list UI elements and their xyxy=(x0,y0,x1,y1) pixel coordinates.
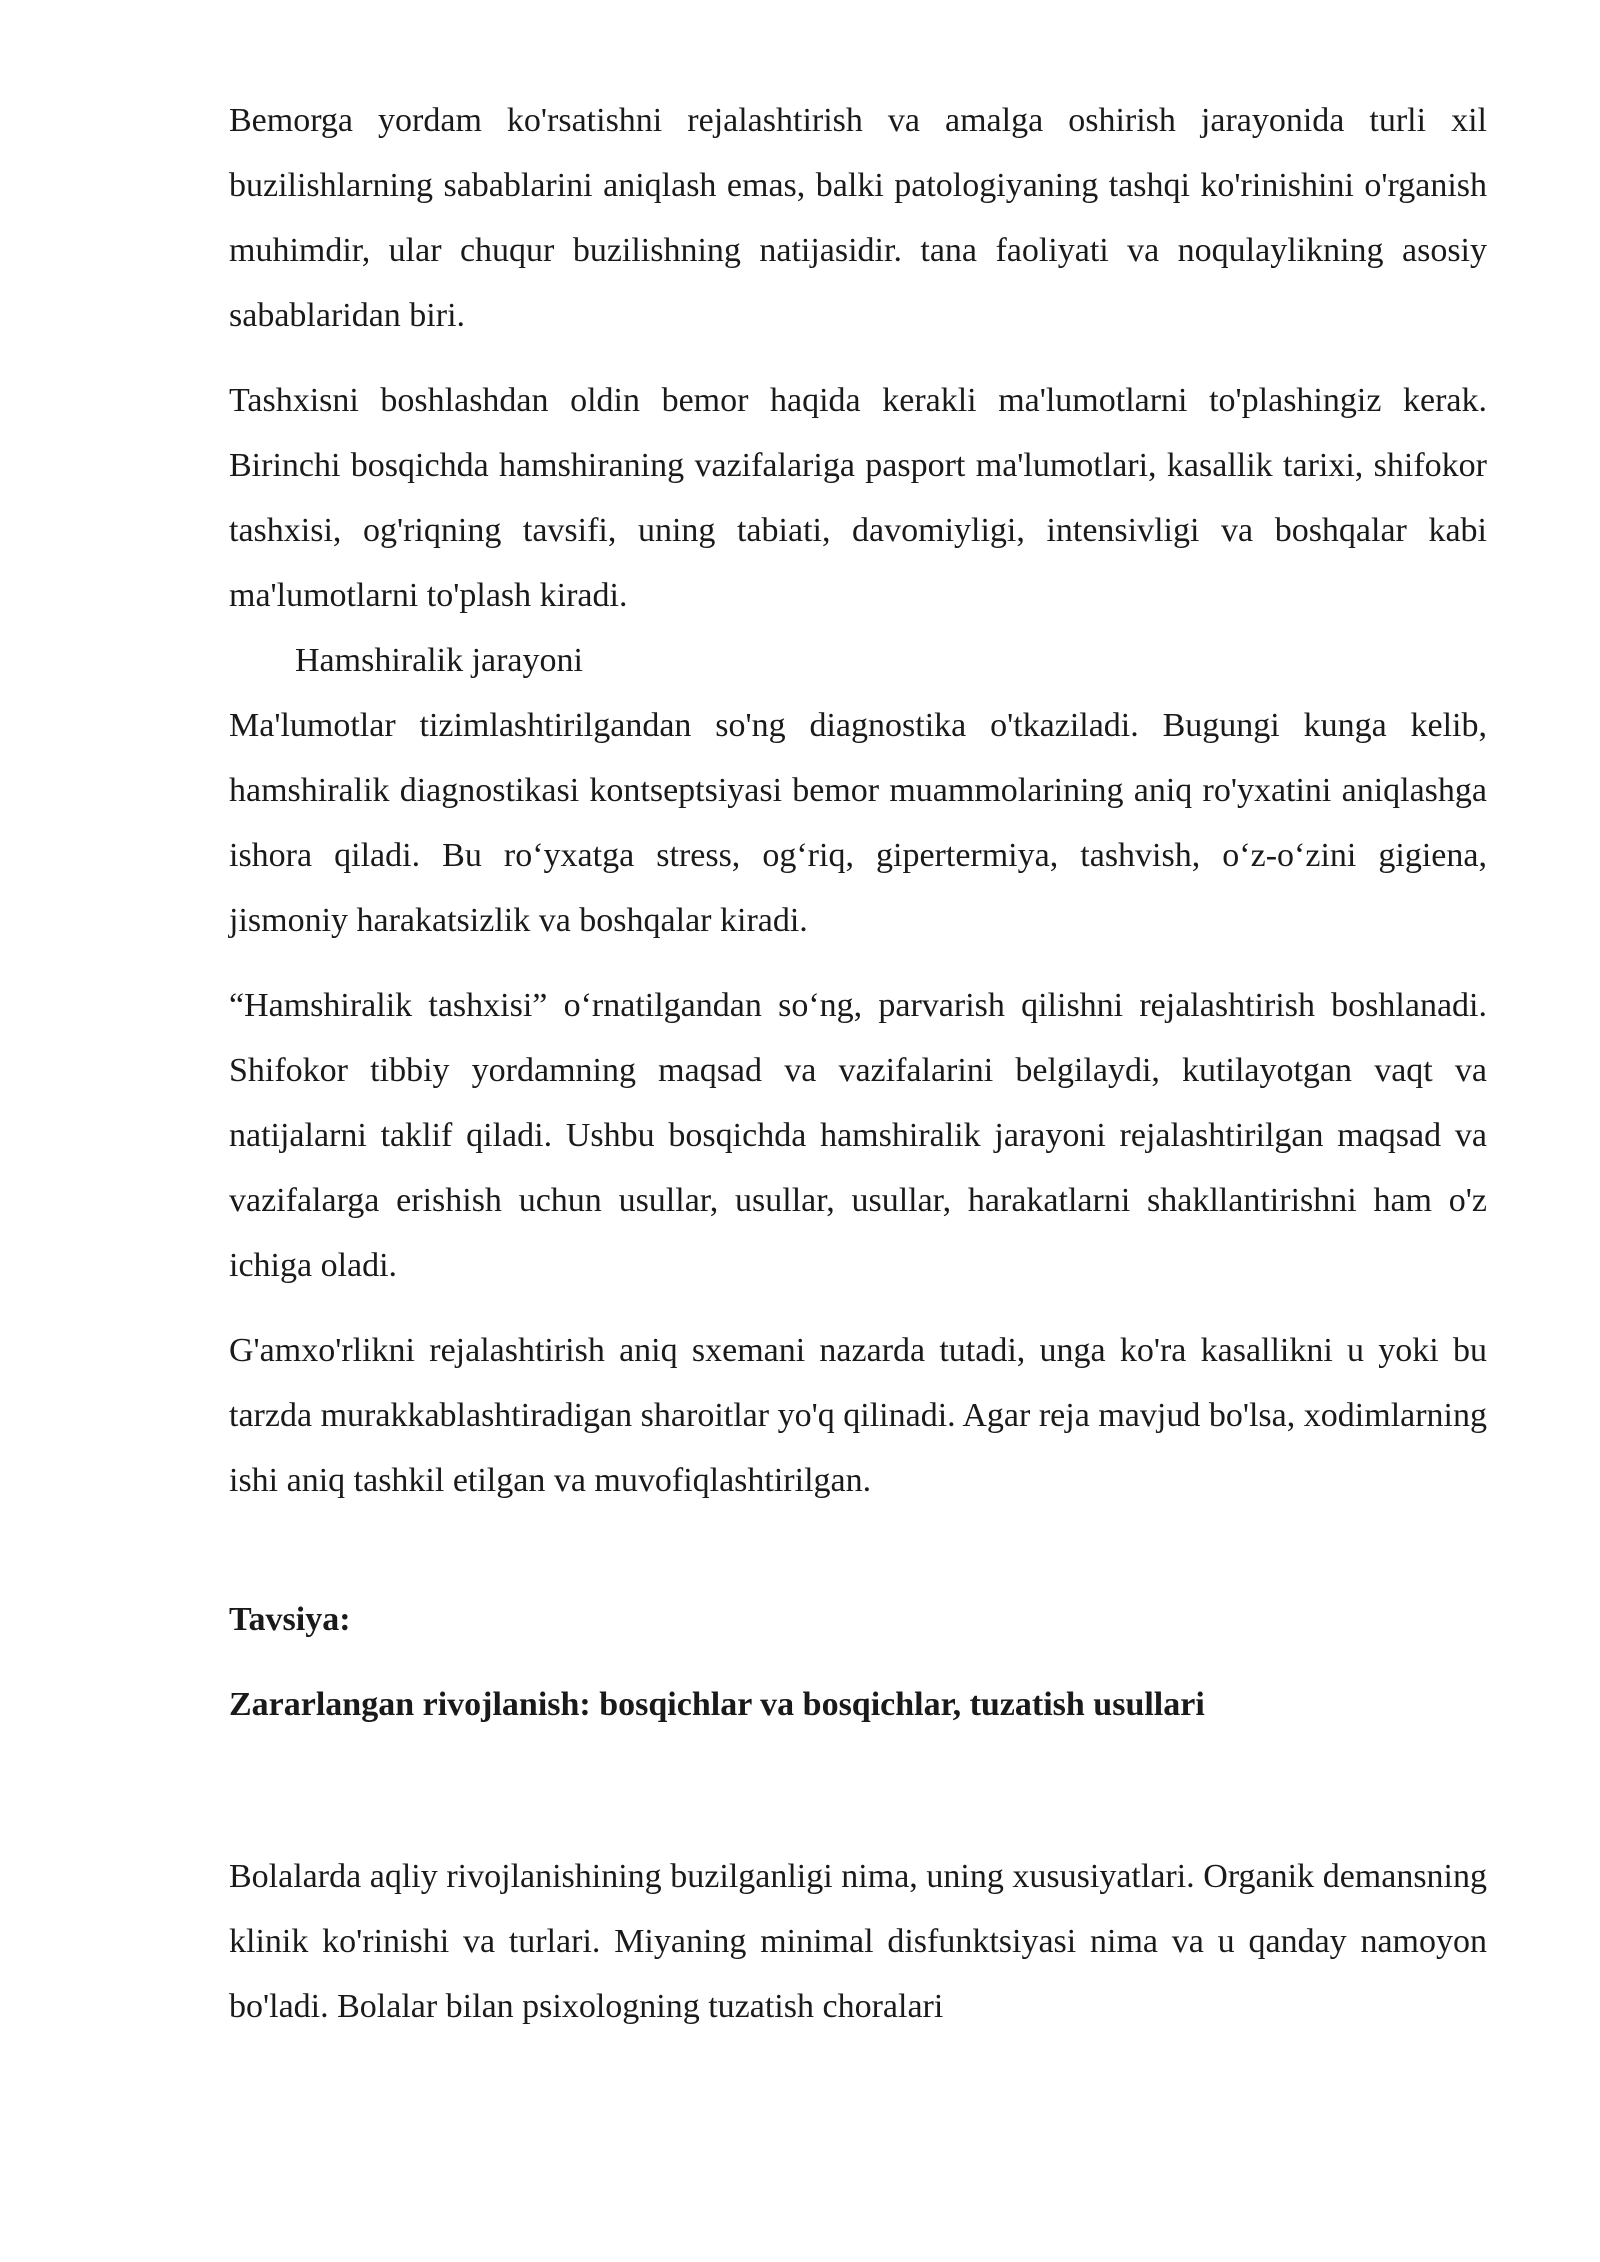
paragraph-care-planning-start: “Hamshiralik tashxisi” o‘rnatilgandan so‘ng, parvarish qilishni rejalashtirish boshlanadi. Shifokor tibbiy yordamning maqsad va vazifalarini belgilaydi, kutilayotgan vaqt va natijalarni taklif qiladi. Ushbu bosqichda hamshiralik jarayoni rejalashtirilgan maqsad va vazifalarga erishish uchun usullar, usullar, usullar, harakatlarni shakllantirishni ham o'z ichiga oladi. xyxy=(229,987,1487,1284)
heading-impaired-development: Zararlangan rivojlanish: bosqichlar va bosqichlar, tuzatish usullari xyxy=(229,1686,1205,1723)
paragraph-nursing-diagnostics: Ma'lumotlar tizimlashtirilgandan so'ng diagnostika o'tkaziladi. Bugungi kunga kelib, hamshiralik diagnostikasi kontseptsiyasi bemor muammolarining aniq ro'yxatini aniqlashga ishora qiladi. Bu ro‘yxatga stress, og‘riq, gipertermiya, tashvish, o‘z-o‘zini gigiena, jismoniy harakatsizlik va boshqalar kiradi. xyxy=(229,707,1487,939)
heading-recommendation: Tavsiya: xyxy=(229,1601,351,1638)
subtitle-nursing-process: Hamshiralik jarayoni xyxy=(295,642,583,679)
paragraph-care-planning-scheme: G'amxo'rlikni rejalashtirish aniq sxemani nazarda tutadi, unga ko'ra kasallikni u yoki bu tarzda murakkablashtiradigan sharoitlar yo'q qilinadi. Agar reja mavjud bo'lsa, xodimlarning ishi aniq tashkil etilgan va muvofiqlashtirilgan. xyxy=(229,1332,1487,1499)
section-spacer xyxy=(229,1737,1487,1844)
paragraph-diagnosis-data-collection: Tashxisni boshlashdan oldin bemor haqida kerakli ma'lumotlarni to'plashingiz kerak. Birinchi bosqichda hamshiraning vazifalariga pasport ma'lumotlari, kasallik tarixi, shifokor tashxisi, og'riqning tavsifi, uning tabiati, davomiyligi, intensivligi va boshqalar kabi ma'lumotlarni to'plash kiradi. xyxy=(229,382,1487,614)
document-body xyxy=(229,88,1487,2039)
paragraph-patient-care-planning: Bemorga yordam ko'rsatishni rejalashtirish va amalga oshirish jarayonida turli xil buzilishlarning sabablarini aniqlash emas, balki patologiyaning tashqi ko'rinishini o'rganish muhimdir, ular chuqur buzilishning natijasidir. tana faoliyati va noqulaylikning asosiy sabablaridan biri. xyxy=(229,102,1487,334)
paragraph-mental-development-disorders: Bolalarda aqliy rivojlanishining buzilganligi nima, uning xususiyatlari. Organik demansning klinik ko'rinishi va turlari. Miyaning minimal disfunktsiyasi nima va u qanday namoyon bo'ladi. Bolalar bilan psixologning tuzatish choralari xyxy=(229,1858,1487,2025)
